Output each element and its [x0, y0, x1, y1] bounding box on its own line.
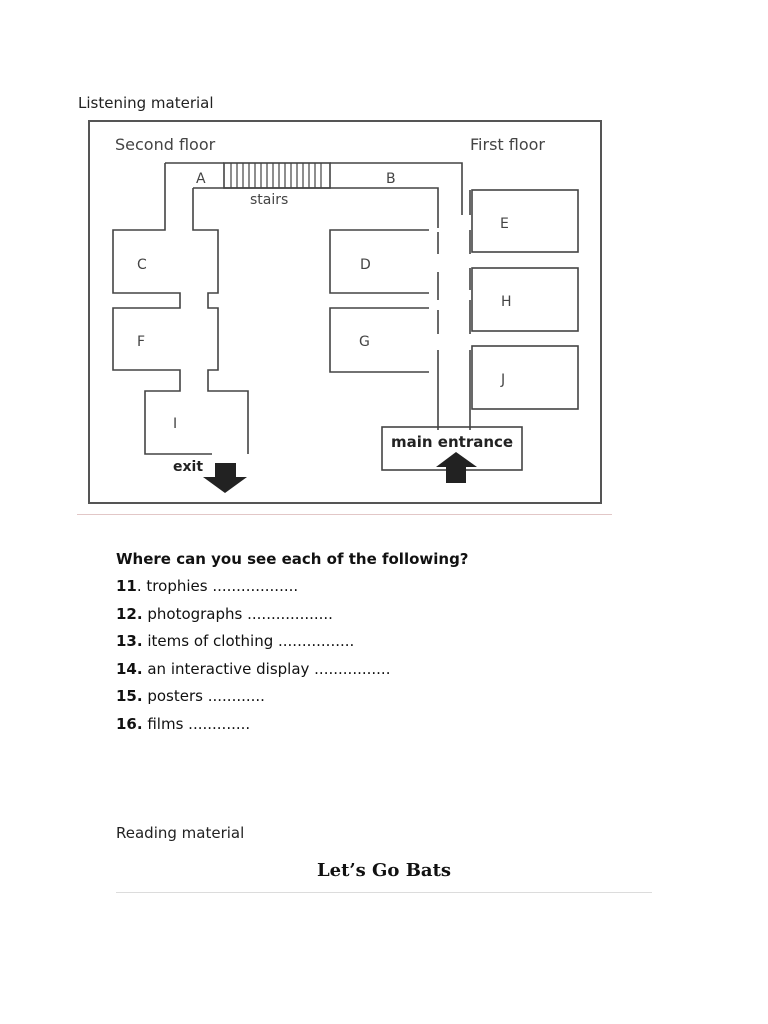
question-number: 15.	[116, 687, 143, 706]
room-d-label: D	[360, 257, 371, 273]
question-number: 14.	[116, 659, 143, 678]
room-f-label: F	[137, 334, 146, 350]
question-number: 12.	[116, 604, 143, 623]
question-list	[116, 575, 390, 741]
title-divider	[116, 892, 652, 893]
reading-title: Let’s Go Bats	[316, 860, 452, 881]
room-h-label: H	[501, 294, 512, 310]
question-number: 16.	[116, 714, 143, 733]
question-text: trophies ..................	[146, 577, 299, 595]
room-j-label: J	[501, 372, 506, 388]
question-number: 13.	[116, 632, 143, 651]
room-i-label: I	[173, 416, 178, 432]
section-divider	[77, 514, 612, 515]
main-entrance-label: main entrance	[391, 433, 514, 451]
question-item	[116, 603, 390, 631]
room-c-label: C	[137, 257, 147, 273]
room-a-label: A	[196, 171, 206, 187]
question-item	[116, 575, 390, 603]
question-separator: .	[136, 577, 147, 595]
question-item	[116, 685, 390, 713]
question-item	[116, 658, 390, 686]
listening-material-label: Listening material	[78, 94, 214, 112]
second-floor-label: Second floor	[115, 135, 216, 154]
stairs-label: stairs	[250, 192, 289, 208]
room-b-label: B	[386, 171, 396, 187]
reading-material-label: Reading material	[116, 824, 245, 842]
question-number: 11	[116, 577, 137, 595]
question-text: items of clothing ................	[147, 632, 355, 651]
question-item	[116, 713, 390, 741]
room-e-label: E	[500, 216, 509, 232]
first-floor-label: First floor	[470, 135, 545, 154]
question-text: an interactive display ................	[147, 659, 391, 678]
question-text: photographs ..................	[147, 604, 333, 623]
question-prompt: Where can you see each of the following?	[116, 550, 469, 568]
question-text: films .............	[147, 714, 251, 733]
question-item	[116, 630, 390, 658]
room-g-label: G	[359, 334, 370, 350]
floor-plan-map	[84, 116, 608, 510]
question-text: posters ............	[147, 687, 265, 706]
exit-label: exit	[173, 459, 204, 475]
